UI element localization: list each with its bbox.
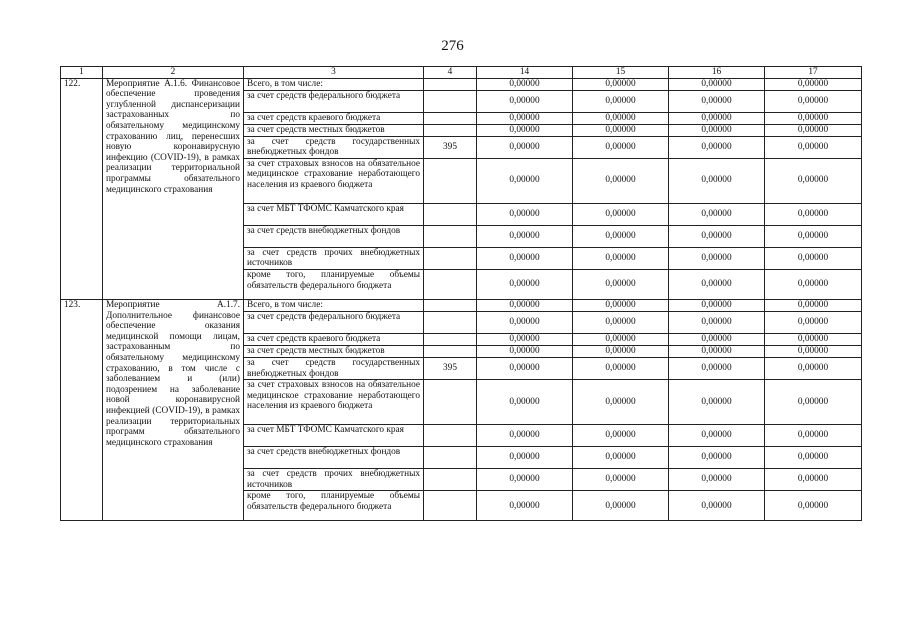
amount-cell: 0,00000	[765, 357, 862, 379]
funding-source: за счет средств краевого бюджета	[244, 333, 424, 345]
column-header: 16	[669, 67, 765, 79]
amount-cell: 0,00000	[477, 124, 573, 136]
header-row	[61, 67, 862, 79]
amount-cell: 0,00000	[477, 203, 573, 225]
amount-cell: 0,00000	[765, 345, 862, 357]
amount-cell: 0,00000	[765, 447, 862, 469]
amount-cell: 0,00000	[477, 425, 573, 447]
amount-cell: 0,00000	[573, 357, 669, 379]
amount-cell: 0,00000	[477, 357, 573, 379]
budget-code	[424, 447, 477, 469]
budget-table	[60, 66, 862, 521]
amount-cell: 0,00000	[573, 299, 669, 311]
funding-source: за счет средств местных бюджетов	[244, 124, 424, 136]
funding-source: за счет средств краевого бюджета	[244, 112, 424, 124]
amount-cell: 0,00000	[669, 225, 765, 247]
measure-name: Мероприятие А.1.6. Финансовое обеспечение проведения углубленной диспансеризации застрахованных по обязательному медицинскому страхованию лиц, перенесших новую коронавирусную инфекцию (COVID-19), в рамках реализации территориальной программы обязательного медицинского страхования	[103, 78, 244, 299]
amount-cell: 0,00000	[669, 124, 765, 136]
budget-code	[424, 345, 477, 357]
funding-source: кроме того, планируемые объемы обязательств федерального бюджета	[244, 491, 424, 521]
amount-cell: 0,00000	[573, 425, 669, 447]
budget-code	[424, 333, 477, 345]
budget-code	[424, 112, 477, 124]
amount-cell: 0,00000	[573, 311, 669, 333]
column-header: 2	[103, 67, 244, 79]
amount-cell: 0,00000	[765, 124, 862, 136]
row-index: 123.	[61, 299, 103, 520]
amount-cell: 0,00000	[765, 136, 862, 158]
amount-cell: 0,00000	[669, 90, 765, 112]
amount-cell: 0,00000	[669, 447, 765, 469]
amount-cell: 0,00000	[573, 90, 669, 112]
budget-code	[424, 247, 477, 269]
amount-cell: 0,00000	[669, 357, 765, 379]
amount-cell: 0,00000	[477, 469, 573, 491]
amount-cell: 0,00000	[765, 311, 862, 333]
column-header: 14	[477, 67, 573, 79]
amount-cell: 0,00000	[669, 345, 765, 357]
funding-source: за счет МБТ ТФОМС Камчатского края	[244, 203, 424, 225]
amount-cell: 0,00000	[765, 269, 862, 299]
budget-code	[424, 299, 477, 311]
funding-source: за счет страховых взносов на обязательное медицинское страхование неработающего населения из краевого бюджета	[244, 158, 424, 203]
column-header: 15	[573, 67, 669, 79]
amount-cell: 0,00000	[765, 158, 862, 203]
budget-code	[424, 78, 477, 90]
funding-source: Всего, в том числе:	[244, 78, 424, 90]
amount-cell: 0,00000	[765, 299, 862, 311]
amount-cell: 0,00000	[765, 203, 862, 225]
column-header: 3	[244, 67, 424, 79]
amount-cell: 0,00000	[477, 380, 573, 425]
budget-code	[424, 203, 477, 225]
measure-name: Мероприятие А.1.7. Дополнительное финансовое обеспечение оказания медицинской помощи лицам, застрахованным по обязательному медицинскому страхованию, в том числе с заболеванием и (или) подозрением на заболевание новой коронавирусной инфекцией (COVID-19), в рамках реализации территориальных программ обязательного медицинского страхования	[103, 299, 244, 520]
amount-cell: 0,00000	[477, 299, 573, 311]
amount-cell: 0,00000	[573, 469, 669, 491]
amount-cell: 0,00000	[477, 447, 573, 469]
amount-cell: 0,00000	[669, 269, 765, 299]
column-header: 4	[424, 67, 477, 79]
amount-cell: 0,00000	[573, 345, 669, 357]
amount-cell: 0,00000	[477, 333, 573, 345]
amount-cell: 0,00000	[765, 112, 862, 124]
amount-cell: 0,00000	[669, 380, 765, 425]
amount-cell: 0,00000	[477, 311, 573, 333]
amount-cell: 0,00000	[765, 425, 862, 447]
amount-cell: 0,00000	[573, 112, 669, 124]
amount-cell: 0,00000	[765, 90, 862, 112]
amount-cell: 0,00000	[477, 136, 573, 158]
budget-code	[424, 225, 477, 247]
amount-cell: 0,00000	[573, 247, 669, 269]
budget-code: 395	[424, 357, 477, 379]
table-row	[61, 78, 862, 90]
amount-cell: 0,00000	[669, 469, 765, 491]
amount-cell: 0,00000	[477, 269, 573, 299]
table-row	[61, 299, 862, 311]
amount-cell: 0,00000	[573, 447, 669, 469]
funding-source: за счет средств внебюджетных фондов	[244, 225, 424, 247]
amount-cell: 0,00000	[477, 90, 573, 112]
amount-cell: 0,00000	[765, 491, 862, 521]
amount-cell: 0,00000	[765, 247, 862, 269]
budget-code	[424, 90, 477, 112]
amount-cell: 0,00000	[765, 469, 862, 491]
amount-cell: 0,00000	[669, 425, 765, 447]
amount-cell: 0,00000	[669, 112, 765, 124]
amount-cell: 0,00000	[669, 203, 765, 225]
budget-code	[424, 311, 477, 333]
funding-source: за счет средств федерального бюджета	[244, 90, 424, 112]
amount-cell: 0,00000	[573, 225, 669, 247]
amount-cell: 0,00000	[573, 380, 669, 425]
amount-cell: 0,00000	[477, 247, 573, 269]
amount-cell: 0,00000	[573, 136, 669, 158]
amount-cell: 0,00000	[669, 311, 765, 333]
budget-code	[424, 469, 477, 491]
amount-cell: 0,00000	[477, 112, 573, 124]
amount-cell: 0,00000	[669, 247, 765, 269]
funding-source: за счет средств федерального бюджета	[244, 311, 424, 333]
funding-source: кроме того, планируемые объемы обязательств федерального бюджета	[244, 269, 424, 299]
amount-cell: 0,00000	[765, 333, 862, 345]
budget-code	[424, 425, 477, 447]
amount-cell: 0,00000	[573, 333, 669, 345]
funding-source: за счет средств местных бюджетов	[244, 345, 424, 357]
funding-source: Всего, в том числе:	[244, 299, 424, 311]
amount-cell: 0,00000	[477, 225, 573, 247]
funding-source: за счет средств государственных внебюджетных фондов	[244, 136, 424, 158]
amount-cell: 0,00000	[765, 225, 862, 247]
amount-cell: 0,00000	[669, 136, 765, 158]
amount-cell: 0,00000	[669, 333, 765, 345]
amount-cell: 0,00000	[669, 158, 765, 203]
funding-source: за счет средств внебюджетных фондов	[244, 447, 424, 469]
budget-code: 395	[424, 136, 477, 158]
amount-cell: 0,00000	[669, 78, 765, 90]
row-index: 122.	[61, 78, 103, 299]
funding-source: за счет средств государственных внебюджетных фондов	[244, 357, 424, 379]
amount-cell: 0,00000	[477, 345, 573, 357]
amount-cell: 0,00000	[573, 269, 669, 299]
budget-code	[424, 124, 477, 136]
budget-code	[424, 269, 477, 299]
amount-cell: 0,00000	[573, 203, 669, 225]
budget-code	[424, 380, 477, 425]
funding-source: за счет МБТ ТФОМС Камчатского края	[244, 425, 424, 447]
column-header: 1	[61, 67, 103, 79]
amount-cell: 0,00000	[477, 158, 573, 203]
amount-cell: 0,00000	[573, 158, 669, 203]
budget-code	[424, 158, 477, 203]
funding-source: за счет средств прочих внебюджетных источников	[244, 469, 424, 491]
amount-cell: 0,00000	[573, 491, 669, 521]
funding-source: за счет страховых взносов на обязательное медицинское страхование неработающего населения из краевого бюджета	[244, 380, 424, 425]
amount-cell: 0,00000	[765, 380, 862, 425]
page-number: 276	[441, 38, 464, 54]
column-header: 17	[765, 67, 862, 79]
budget-code	[424, 491, 477, 521]
amount-cell: 0,00000	[477, 491, 573, 521]
amount-cell: 0,00000	[669, 299, 765, 311]
amount-cell: 0,00000	[573, 124, 669, 136]
amount-cell: 0,00000	[669, 491, 765, 521]
amount-cell: 0,00000	[765, 78, 862, 90]
amount-cell: 0,00000	[477, 78, 573, 90]
funding-source: за счет средств прочих внебюджетных источников	[244, 247, 424, 269]
amount-cell: 0,00000	[573, 78, 669, 90]
